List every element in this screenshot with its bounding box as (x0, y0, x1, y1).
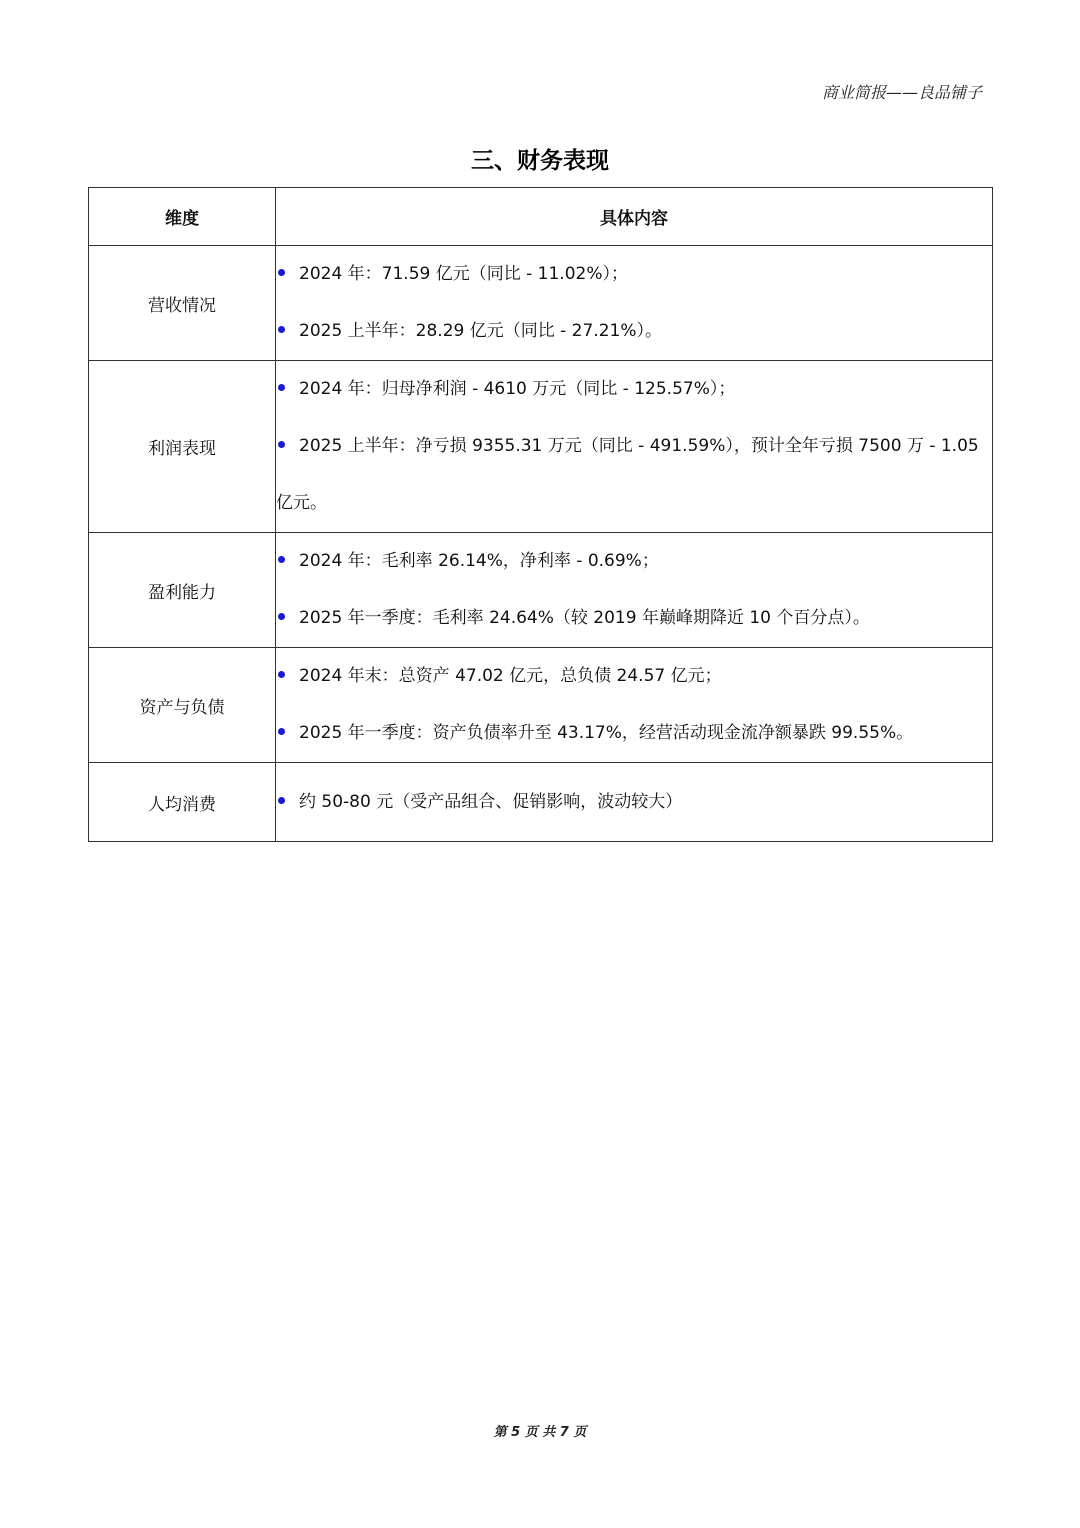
item-text: 2024 年：毛利率 26.14%，净利率 - 0.69%； (299, 551, 659, 571)
section-title: 三、财务表现 (471, 148, 609, 174)
bullet-icon (278, 613, 285, 620)
bullet-icon (278, 556, 285, 563)
content-cell (276, 533, 993, 648)
list-item (276, 303, 992, 360)
list-item (276, 705, 992, 762)
dimension-cell: 营收情况 (89, 246, 276, 361)
table-row (89, 648, 993, 763)
item-text: 2025 上半年：净亏损 9355.31 万元（同比 - 491.59%），预计全年亏损 7500 万 - 1.05 亿元。 (276, 436, 979, 513)
table-row (89, 533, 993, 648)
item-text: 2024 年：归母净利润 - 4610 万元（同比 - 125.57%）； (299, 379, 736, 399)
content-cell (276, 763, 993, 842)
dimension-cell: 人均消费 (89, 763, 276, 842)
item-text: 2025 年一季度：资产负债率升至 43.17%，经营活动现金流净额暴跌 99.55%。 (299, 723, 914, 743)
dimension-cell: 资产与负债 (89, 648, 276, 763)
bullet-icon (278, 797, 285, 804)
list-item (276, 590, 992, 647)
list-item (276, 648, 992, 705)
bullet-icon (278, 728, 285, 735)
item-text: 2025 上半年：28.29 亿元（同比 - 27.21%）。 (299, 321, 663, 341)
bullet-icon (278, 441, 285, 448)
bullet-icon (278, 269, 285, 276)
table-row (89, 763, 993, 842)
header-content: 具体内容 (276, 188, 993, 246)
table-row (89, 246, 993, 361)
bullet-icon (278, 384, 285, 391)
content-cell (276, 361, 993, 533)
list-item (276, 533, 992, 590)
list-item (276, 418, 992, 532)
item-text: 2024 年：71.59 亿元（同比 - 11.02%）； (299, 264, 629, 284)
item-text: 2025 年一季度：毛利率 24.64%（较 2019 年巅峰期降近 10 个百分点）。 (299, 608, 870, 628)
bullet-icon (278, 326, 285, 333)
item-text: 约 50-80 元（受产品组合、促销影响，波动较大） (299, 791, 683, 812)
financial-table (88, 187, 993, 842)
running-header: 商业简报——良品铺子 (821, 83, 982, 102)
list-item (276, 246, 992, 303)
content-cell (276, 648, 993, 763)
bullet-icon (278, 671, 285, 678)
content-cell (276, 246, 993, 361)
table-header-row (89, 188, 993, 246)
item-text: 2024 年末：总资产 47.02 亿元，总负债 24.57 亿元； (299, 666, 722, 686)
header-dimension: 维度 (89, 188, 276, 246)
dimension-cell: 盈利能力 (89, 533, 276, 648)
table-row (89, 361, 993, 533)
page-number: 第 5 页 共 7 页 (493, 1425, 587, 1440)
list-item (276, 774, 992, 831)
dimension-cell: 利润表现 (89, 361, 276, 533)
list-item (276, 361, 992, 418)
